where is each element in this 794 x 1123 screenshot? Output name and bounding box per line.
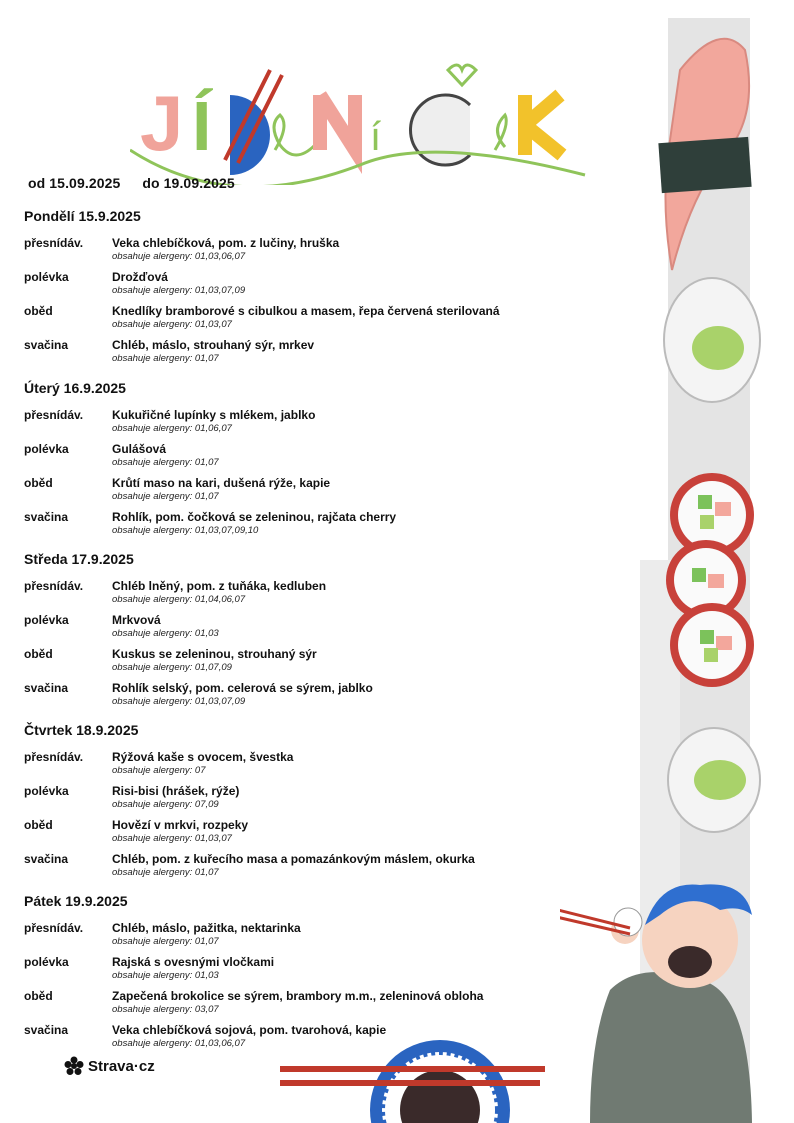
meal-label: polévka	[24, 270, 69, 284]
meal-label: oběd	[24, 476, 53, 490]
meal-name: Zapečená brokolice se sýrem, brambory m.m., zeleninová obloha	[112, 989, 484, 1003]
period-to: do 19.09.2025	[142, 175, 235, 191]
logo-letter-j: J	[140, 79, 184, 167]
meal-name: Veka chlebíčková, pom. z lučiny, hruška	[112, 236, 340, 250]
svg-text:í: í	[370, 115, 382, 159]
day-section	[24, 208, 644, 372]
day-section	[24, 893, 644, 1057]
meal-row	[24, 647, 644, 681]
meal-name: Krůtí maso na kari, dušená rýže, kapie	[112, 476, 331, 490]
day-title: Středa 17.9.2025	[24, 551, 134, 567]
meal-allergens: obsahuje alergeny: 01,07	[112, 353, 219, 364]
maki-roll-icon	[670, 603, 754, 687]
day-section	[24, 722, 644, 886]
meal-name: Rajská s ovesnými vločkami	[112, 955, 275, 969]
meal-name: Rohlík, pom. čočková se zeleninou, rajčata cherry	[112, 510, 397, 524]
meal-label: svačina	[24, 510, 69, 524]
meal-label: oběd	[24, 989, 53, 1003]
meal-label: svačina	[24, 852, 69, 866]
meal-row	[24, 784, 644, 818]
meal-allergens: obsahuje alergeny: 01,03	[112, 970, 219, 981]
meal-label: přesnídáv.	[24, 408, 84, 422]
meal-label: polévka	[24, 613, 69, 627]
jidelnicek-logo	[130, 55, 600, 185]
meal-label: oběd	[24, 818, 53, 832]
meal-row	[24, 818, 644, 852]
meal-name: Rýžová kaše s ovocem, švestka	[112, 750, 294, 764]
meal-row	[24, 442, 644, 476]
meal-name: Chléb, máslo, pažitka, nektarinka	[112, 921, 301, 935]
strava-brand	[64, 1056, 155, 1076]
meal-allergens: obsahuje alergeny: 01,07	[112, 936, 219, 947]
meal-name: Chléb, pom. z kuřecího masa a pomazánkovým máslem, okurka	[112, 852, 475, 866]
meal-label: přesnídáv.	[24, 921, 84, 935]
day-section	[24, 551, 644, 715]
meal-label: přesnídáv.	[24, 579, 84, 593]
meal-allergens: obsahuje alergeny: 01,03,07,09,10	[112, 525, 259, 536]
meal-name: Kukuřičné lupínky s mlékem, jablko	[112, 408, 316, 422]
meal-allergens: obsahuje alergeny: 01,07	[112, 867, 219, 878]
meal-row	[24, 304, 644, 338]
meal-name: Kuskus se zeleninou, strouhaný sýr	[112, 647, 317, 661]
meal-name: Chléb lněný, pom. z tuňáka, kedluben	[112, 579, 327, 593]
meal-allergens: obsahuje alergeny: 01,07,09	[112, 662, 232, 673]
meal-allergens: obsahuje alergeny: 01,03,07,09	[112, 285, 246, 296]
meal-row	[24, 955, 644, 989]
day-section	[24, 380, 644, 544]
meal-name: Veka chlebíčková sojová, pom. tvarohová, kapie	[112, 1023, 387, 1037]
meal-allergens: obsahuje alergeny: 01,07	[112, 457, 219, 468]
wasabi-roll-icon	[668, 728, 760, 832]
meal-row	[24, 270, 644, 304]
meal-allergens: obsahuje alergeny: 01,03,07	[112, 319, 232, 330]
meal-name: Chléb, máslo, strouhaný sýr, mrkev	[112, 338, 315, 352]
logo-letter-i: Í	[192, 87, 212, 165]
meal-name: Risi-bisi (hrášek, rýže)	[112, 784, 240, 798]
meal-row	[24, 579, 644, 613]
meal-row	[24, 338, 644, 372]
meal-label: polévka	[24, 784, 69, 798]
meal-label: svačina	[24, 338, 69, 352]
meal-name: Knedlíky bramborové s cibulkou a masem, řepa červená sterilovaná	[112, 304, 500, 318]
period-from: od 15.09.2025	[28, 175, 121, 191]
meal-row	[24, 681, 644, 715]
meal-allergens: obsahuje alergeny: 01,03,06,07	[112, 251, 246, 262]
meal-label: přesnídáv.	[24, 750, 84, 764]
day-title: Čtvrtek 18.9.2025	[24, 722, 139, 738]
meal-label: oběd	[24, 647, 53, 661]
meal-label: polévka	[24, 955, 69, 969]
day-title: Pátek 19.9.2025	[24, 893, 128, 909]
wasabi-roll-icon	[664, 278, 760, 402]
meal-row	[24, 510, 644, 544]
salmon-nigiri-icon	[658, 39, 751, 270]
meal-label: polévka	[24, 442, 69, 456]
meal-name: Hovězí v mrkvi, rozpeky	[112, 818, 249, 832]
meal-row	[24, 852, 644, 886]
day-title: Úterý 16.9.2025	[24, 380, 126, 396]
meal-allergens: obsahuje alergeny: 07,09	[112, 799, 219, 810]
meal-allergens: obsahuje alergeny: 01,03,07	[112, 833, 232, 844]
meal-label: oběd	[24, 304, 53, 318]
meal-allergens: obsahuje alergeny: 01,04,06,07	[112, 594, 246, 605]
strava-brand-name: Strava·cz	[88, 1057, 155, 1075]
meal-name: Gulášová	[112, 442, 167, 456]
meal-row	[24, 476, 644, 510]
meal-label: svačina	[24, 681, 69, 695]
meal-allergens: obsahuje alergeny: 01,03,06,07	[112, 1038, 246, 1049]
meal-allergens: obsahuje alergeny: 01,06,07	[112, 423, 232, 434]
strava-logo-icon	[64, 1056, 84, 1076]
meal-label: přesnídáv.	[24, 236, 84, 250]
meal-row	[24, 236, 644, 270]
meal-row	[24, 921, 644, 955]
meal-allergens: obsahuje alergeny: 03,07	[112, 1004, 219, 1015]
meal-name: Drožďová	[112, 270, 168, 284]
meal-allergens: obsahuje alergeny: 01,07	[112, 491, 219, 502]
meal-row	[24, 613, 644, 647]
meal-allergens: obsahuje alergeny: 01,03	[112, 628, 219, 639]
meal-allergens: obsahuje alergeny: 07	[112, 765, 206, 776]
meal-name: Rohlík selský, pom. celerová se sýrem, jablko	[112, 681, 373, 695]
meal-allergens: obsahuje alergeny: 01,03,07,09	[112, 696, 246, 707]
meal-name: Mrkvová	[112, 613, 161, 627]
meal-label: svačina	[24, 1023, 69, 1037]
menu-period	[28, 175, 253, 191]
meal-row	[24, 989, 644, 1023]
meal-row	[24, 408, 644, 442]
meal-row	[24, 1023, 644, 1057]
meal-row	[24, 750, 644, 784]
day-title: Pondělí 15.9.2025	[24, 208, 141, 224]
